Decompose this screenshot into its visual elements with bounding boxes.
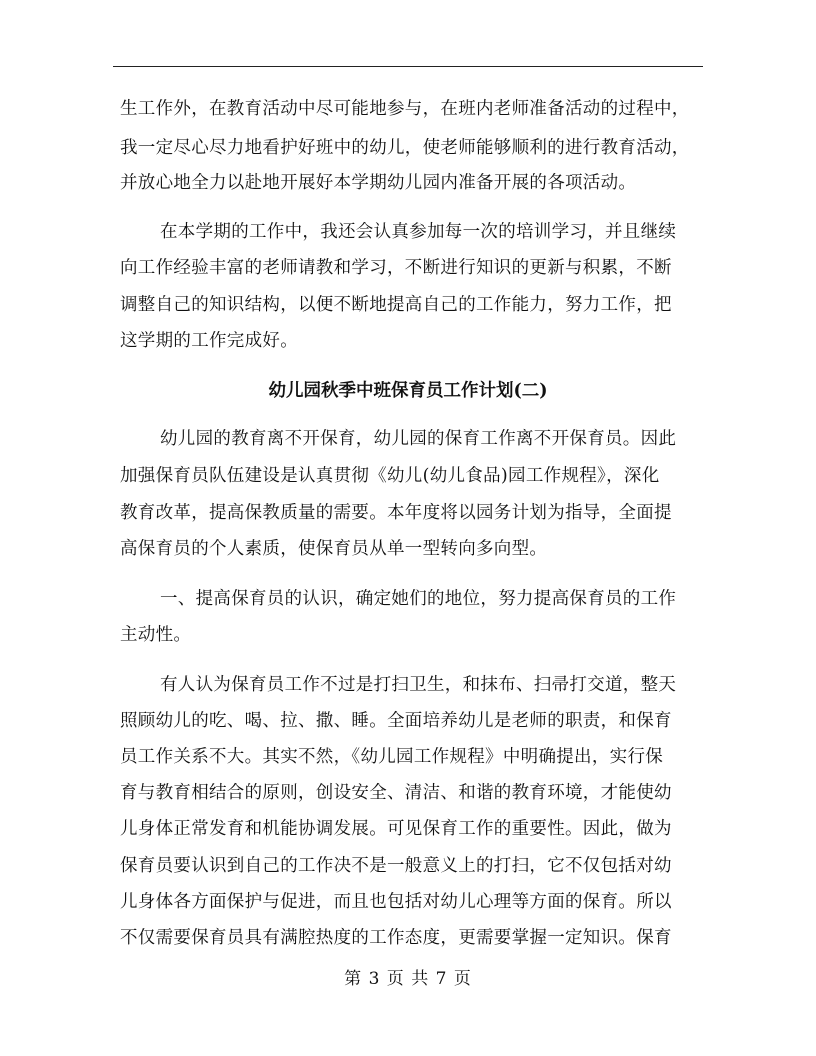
text-line: 调整自己的知识结构，以便不断地提高自己的工作能力，努力工作，把	[120, 295, 672, 315]
text-line: 不仅需要保育员具有满腔热度的工作态度，更需要掌握一定知识。保育	[120, 928, 672, 948]
page-footer: 第 3 页 共 7 页	[344, 969, 472, 989]
text-line: 儿身体各方面保护与促进，而且也包括对幼儿心理等方面的保育。所以	[120, 892, 672, 912]
text-line: 儿身体正常发育和机能协调发展。可见保育工作的重要性。因此，做为	[120, 819, 672, 839]
text-line: 教育改革，提高保教质量的需要。本年度将以园务计划为指导，全面提	[120, 503, 672, 523]
text-line: 照顾幼儿的吃、喝、拉、撒、睡。全面培养幼儿是老师的职责，和保育	[120, 711, 672, 731]
header-rule	[113, 66, 703, 67]
section-title: 幼儿园秋季中班保育员工作计划(二)	[268, 381, 548, 401]
text-line: 在本学期的工作中，我还会认真参加每一次的培训学习，并且继续	[160, 222, 677, 242]
text-line: 加强保育员队伍建设是认真贯彻《幼儿(幼儿食品)园工作规程》，深化	[120, 466, 660, 486]
text-line: 这学期的工作完成好。	[120, 331, 298, 351]
text-line: 员工作关系不大。其实不然，《幼儿园工作规程》中明确提出，实行保	[120, 747, 664, 767]
text-line: 向工作经验丰富的老师请教和学习，不断进行知识的更新与积累，不断	[120, 258, 672, 278]
text-line: 保育员要认识到自己的工作决不是一般意义上的打扫，它不仅包括对幼	[120, 856, 672, 876]
text-line: 主动性。	[120, 625, 192, 645]
text-line: 生工作外，在教育活动中尽可能地参与，在班内老师准备活动的过程中，	[120, 99, 690, 119]
text-line: 有人认为保育员工作不过是打扫卫生，和抹布、扫帚打交道，整天	[160, 675, 677, 695]
text-line: 并放心地全力以赴地开展好本学期幼儿园内准备开展的各项活动。	[120, 173, 637, 193]
text-line: 高保育员的个人素质，使保育员从单一型转向多向型。	[120, 539, 548, 559]
text-line: 幼儿园的教育离不开保育，幼儿园的保育工作离不开保育员。因此	[160, 429, 677, 449]
text-line: 育与教育相结合的原则，创设安全、清洁、和谐的教育环境，才能使幼	[120, 783, 672, 803]
text-line: 我一定尽心尽力地看护好班中的幼儿，使老师能够顺利的进行教育活动，	[120, 138, 690, 158]
text-line: 一、提高保育员的认识，确定她们的地位，努力提高保育员的工作	[160, 589, 677, 609]
